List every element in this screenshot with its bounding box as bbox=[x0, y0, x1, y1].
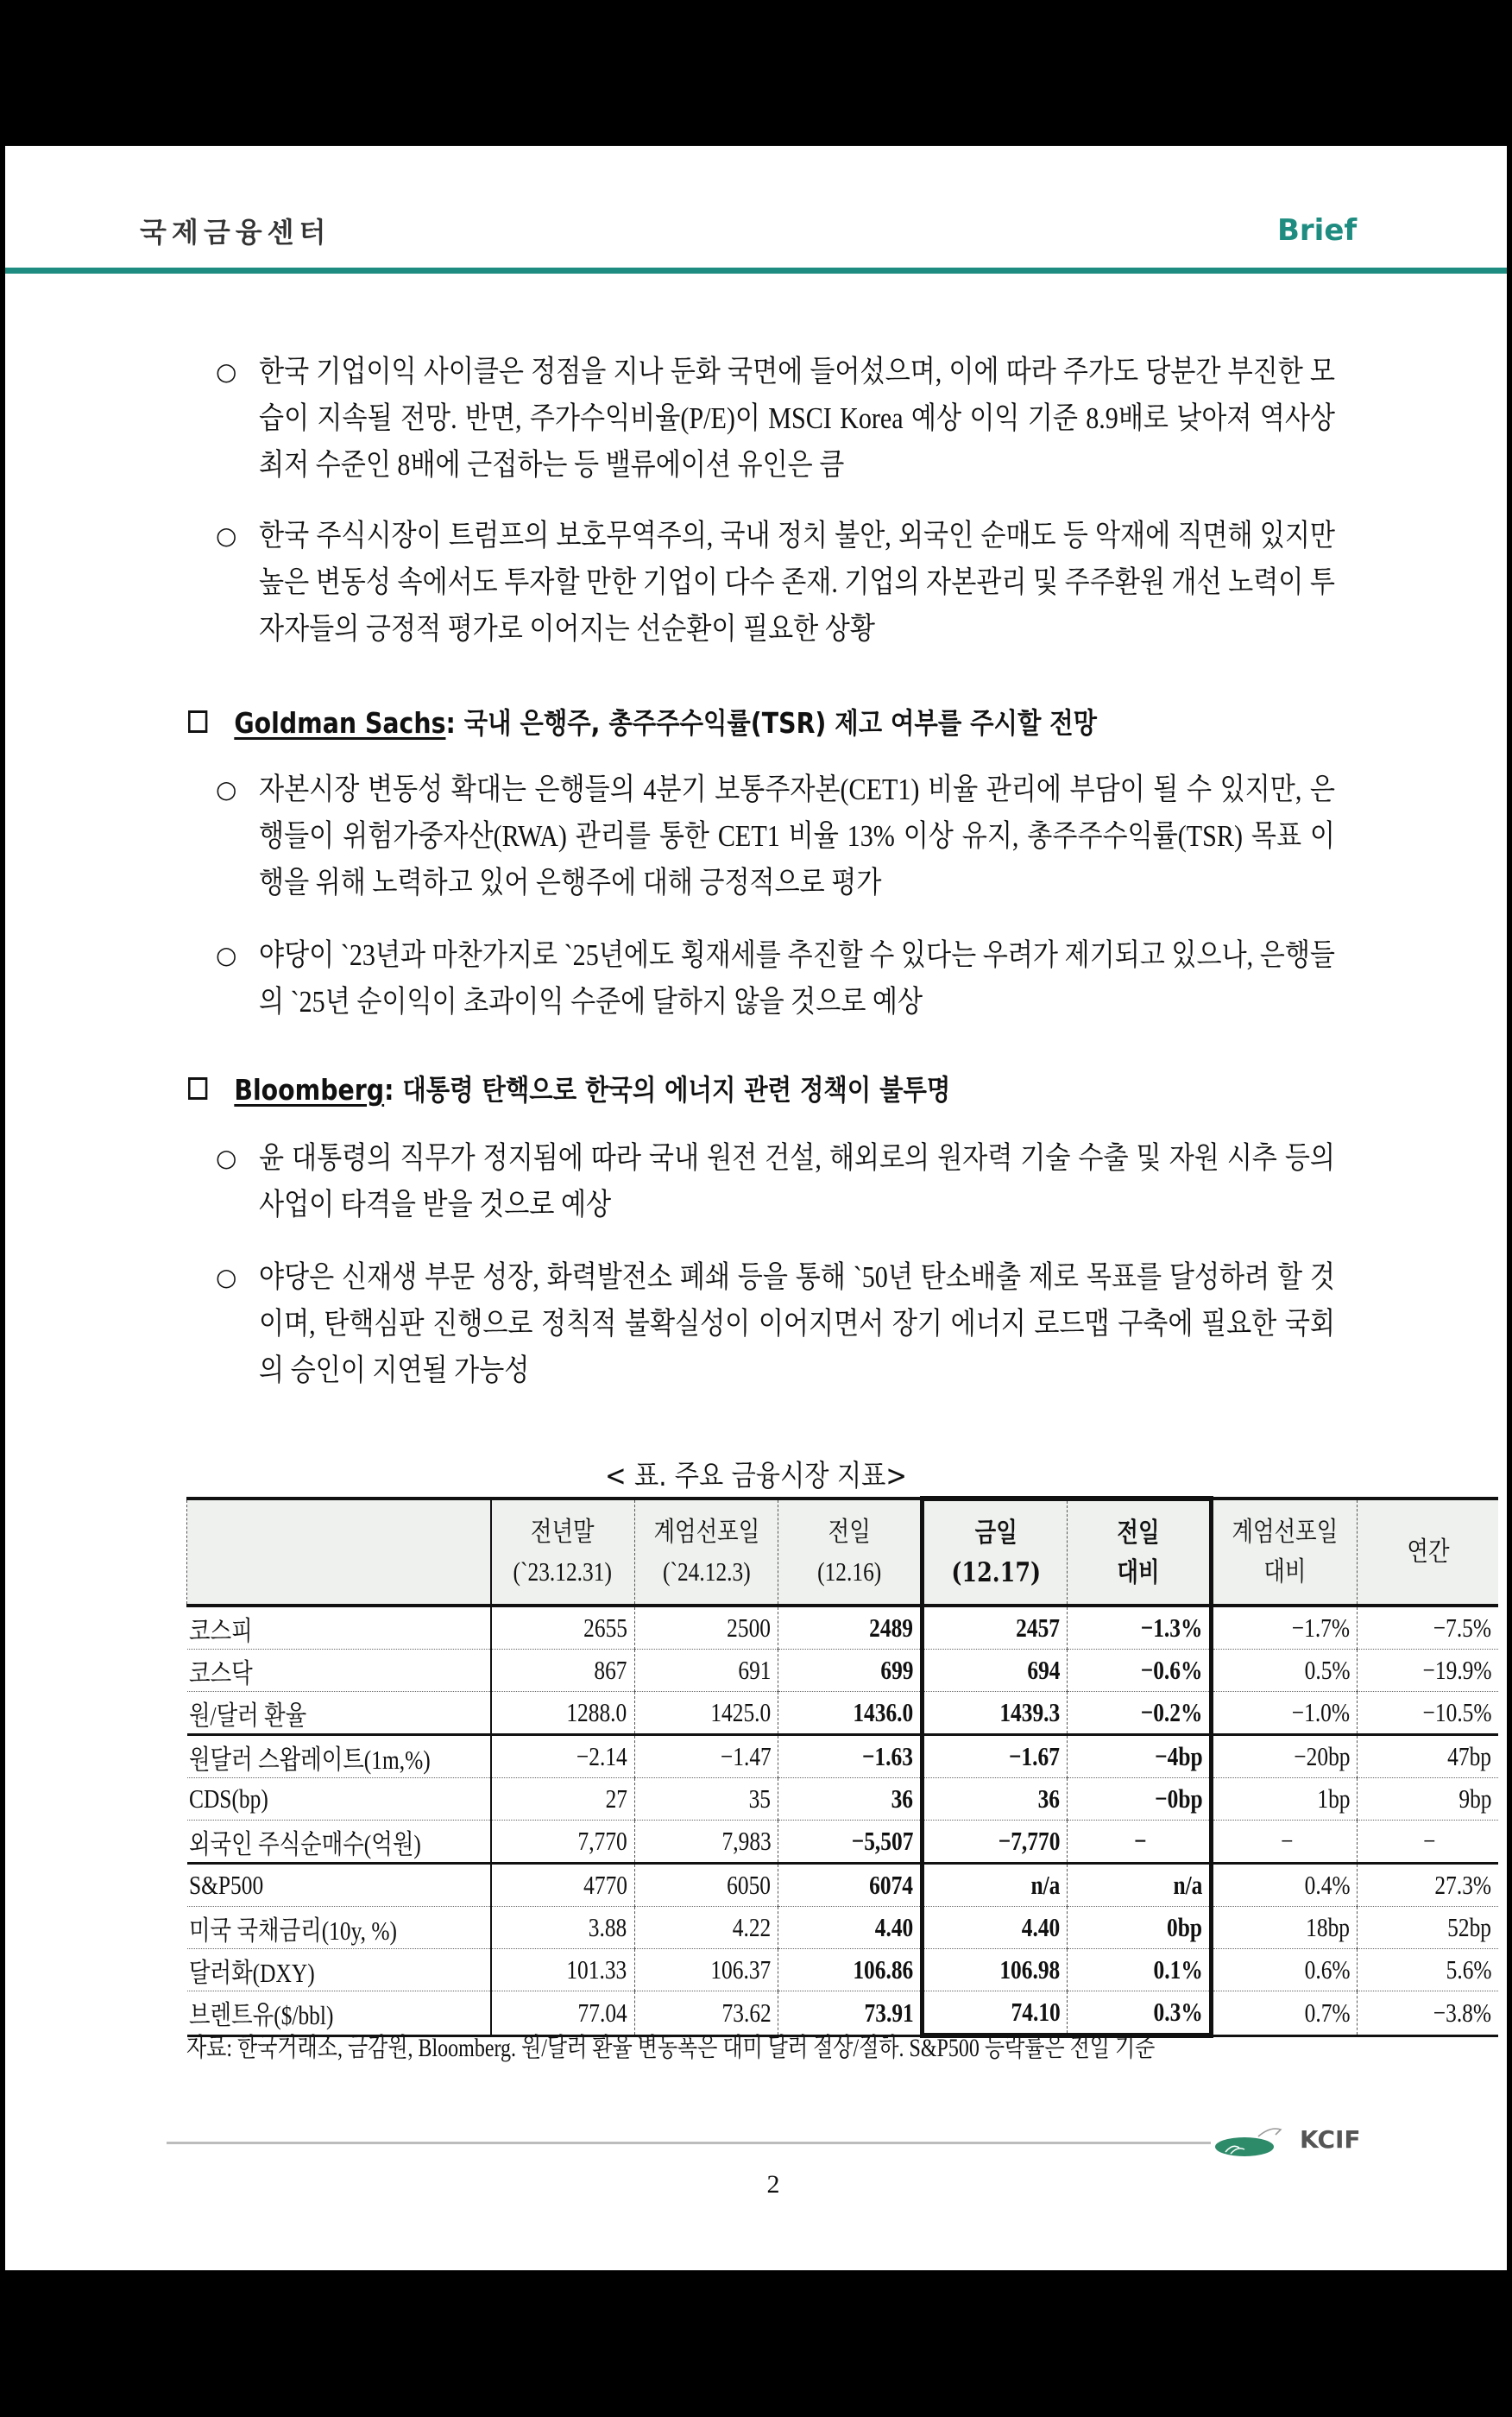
table-row bbox=[187, 1778, 1499, 1821]
table-cell: 0.3% bbox=[1068, 1991, 1212, 2036]
section-heading-goldman bbox=[188, 704, 1097, 742]
table-cell: −1.7% bbox=[1212, 1606, 1358, 1650]
table-cell: 106.86 bbox=[778, 1949, 923, 1991]
table-cell: 4.40 bbox=[923, 1907, 1068, 1949]
circle-bullet-icon: ○ bbox=[216, 357, 237, 386]
table-source-note: 자료: 한국거래소, 금감원, Bloomberg. 원/달러 환율 변동폭은 대미 달러 절상/절하. S&P500 등락률은 전일 기준 bbox=[186, 2034, 1156, 2062]
column-header-label: 전일 (12.16) bbox=[817, 1517, 882, 1587]
kcif-logo-icon bbox=[1213, 2124, 1282, 2159]
table-cell: 694 bbox=[923, 1650, 1068, 1692]
table-cell: 36 bbox=[778, 1778, 923, 1821]
table-cell: −1.47 bbox=[634, 1735, 778, 1778]
bullet-paragraph bbox=[216, 767, 1338, 906]
circle-bullet-icon: ○ bbox=[216, 941, 237, 969]
row-label: 외국인 주식순매수(억원) bbox=[187, 1821, 491, 1864]
table-cell: 4.40 bbox=[778, 1907, 923, 1949]
table-cell: 2457 bbox=[923, 1606, 1068, 1650]
row-label: 코스닥 bbox=[187, 1650, 491, 1692]
table-cell: −1.67 bbox=[923, 1735, 1068, 1778]
table-caption: < 표. 주요 금융시장 지표> bbox=[605, 1459, 907, 1493]
table-cell: 0.6% bbox=[1212, 1949, 1358, 1991]
table-cell: 73.91 bbox=[778, 1991, 923, 2036]
table-cell: − bbox=[1068, 1821, 1212, 1864]
paragraph-text: 윤 대통령의 직무가 정지됨에 따라 국내 원전 건설, 해외로의 원자력 기술 수출 및 자원 시추 등의 사업이 타격을 받을 것으로 예상 bbox=[259, 1141, 1335, 1221]
table-cell: 1439.3 bbox=[923, 1692, 1068, 1735]
row-label: CDS(bp) bbox=[187, 1778, 491, 1821]
table-cell: − bbox=[1212, 1821, 1358, 1864]
table-cell: −0.2% bbox=[1068, 1692, 1212, 1735]
table-cell: 0.4% bbox=[1212, 1864, 1358, 1907]
table-cell: 27.3% bbox=[1358, 1864, 1499, 1907]
table-cell: 1288.0 bbox=[491, 1692, 635, 1735]
header-divider bbox=[5, 268, 1507, 274]
table-cell: 4.22 bbox=[634, 1907, 778, 1949]
table-cell: −7,770 bbox=[923, 1821, 1068, 1864]
market-indicators-table bbox=[186, 1496, 1498, 2038]
paragraph-text: 자본시장 변동성 확대는 은행들의 4분기 보통주자본(CET1) 비율 관리에 부담이 될 수 있지만, 은행들이 위험가중자산(RWA) 관리를 통한 CET1 비율 13% 이상 유지, 총주주수익률(TSR) 목표 이행을 위해 노력하고 있어 은행주에 대해 긍정적으로 평가 bbox=[259, 773, 1335, 899]
doc-type-label: Brief bbox=[1277, 213, 1358, 248]
column-header-label: 연간 bbox=[1407, 1537, 1450, 1567]
table-cell: 73.62 bbox=[634, 1991, 778, 2036]
paragraph-text: 한국 주식시장이 트럼프의 보호무역주의, 국내 정치 불안, 외국인 순매도 등 악재에 직면해 있지만 높은 변동성 속에서도 투자할 만한 기업이 다수 존재. 기업의 자본관리 및 주주환원 개선 노력이 투자자들의 긍정적 평가로 이어지는 선순환이 필요한 상황 bbox=[259, 519, 1335, 646]
square-bullet-icon bbox=[188, 710, 207, 733]
table-cell: −7.5% bbox=[1358, 1606, 1499, 1650]
table-cell: 7,983 bbox=[634, 1821, 778, 1864]
table-row bbox=[187, 1949, 1499, 1991]
table-cell: 691 bbox=[634, 1650, 778, 1692]
table-cell: 3.88 bbox=[491, 1907, 635, 1949]
row-label: 원달러 스왑레이트(1m,%) bbox=[187, 1735, 491, 1778]
table-cell: −20bp bbox=[1212, 1735, 1358, 1778]
table-cell: 7,770 bbox=[491, 1821, 635, 1864]
table-cell: 106.37 bbox=[634, 1949, 778, 1991]
document-page bbox=[5, 146, 1507, 2270]
table-row bbox=[187, 1821, 1499, 1864]
table-cell: 9bp bbox=[1358, 1778, 1499, 1821]
column-header-label: 전일 대비 bbox=[1117, 1517, 1160, 1588]
row-label: 브렌트유($/bbl) bbox=[187, 1991, 491, 2036]
column-header-label: 계엄선포일 대비 bbox=[1232, 1517, 1339, 1587]
table-cell: 2489 bbox=[778, 1606, 923, 1650]
bullet-paragraph bbox=[216, 1254, 1338, 1394]
circle-bullet-icon: ○ bbox=[216, 521, 237, 550]
table-cell: −3.8% bbox=[1358, 1991, 1499, 2036]
table-cell: 0.1% bbox=[1068, 1949, 1212, 1991]
row-label: 코스피 bbox=[187, 1606, 491, 1650]
row-label: S&P500 bbox=[187, 1864, 491, 1907]
table-cell: n/a bbox=[1068, 1864, 1212, 1907]
row-label: 원/달러 환율 bbox=[187, 1692, 491, 1735]
paragraph-text: 야당이 `23년과 마찬가지로 `25년에도 횡재세를 추진할 수 있다는 우려가 제기되고 있으나, 은행들의 `25년 순이익이 초과이익 수준에 달하지 않을 것으로 예상 bbox=[259, 938, 1335, 1019]
square-bullet-icon bbox=[188, 1077, 207, 1100]
table-cell: 77.04 bbox=[491, 1991, 635, 2036]
column-header bbox=[634, 1499, 778, 1606]
table-row bbox=[187, 1650, 1499, 1692]
paragraph-text: 한국 기업이익 사이클은 정점을 지나 둔화 국면에 들어섰으며, 이에 따라 주가도 당분간 부진한 모습이 지속될 전망. 반면, 주가수익비율(P/E)이 MSCI Korea 예상 이익 기준 8.9배로 낮아져 역사상 최저 수준인 8배에 근접하는 등 밸류에이션 유인은 큼 bbox=[259, 355, 1335, 482]
table-cell: −0bp bbox=[1068, 1778, 1212, 1821]
bullet-paragraph bbox=[216, 932, 1338, 1025]
table-cell: 1436.0 bbox=[778, 1692, 923, 1735]
table-cell: 52bp bbox=[1358, 1907, 1499, 1949]
table-cell: 101.33 bbox=[491, 1949, 635, 1991]
table-row bbox=[187, 1606, 1499, 1650]
section-title: : 국내 은행주, 총주주수익률(TSR) 제고 여부를 주시할 전망 bbox=[445, 706, 1098, 740]
table-cell: −4bp bbox=[1068, 1735, 1212, 1778]
table-cell: 6074 bbox=[778, 1864, 923, 1907]
source-name: Goldman Sachs bbox=[234, 706, 446, 740]
table-cell: 35 bbox=[634, 1778, 778, 1821]
table-cell: −1.0% bbox=[1212, 1692, 1358, 1735]
table-cell: 0.7% bbox=[1212, 1991, 1358, 2036]
column-header bbox=[1358, 1499, 1499, 1606]
table-row bbox=[187, 1692, 1499, 1735]
circle-bullet-icon: ○ bbox=[216, 1263, 237, 1291]
column-header-label: 계엄선포일 (`24.12.3) bbox=[653, 1517, 759, 1587]
table-cell: 6050 bbox=[634, 1864, 778, 1907]
table-cell: −1.63 bbox=[778, 1735, 923, 1778]
table-cell: −19.9% bbox=[1358, 1650, 1499, 1692]
table-cell: −10.5% bbox=[1358, 1692, 1499, 1735]
bullet-paragraph bbox=[216, 513, 1338, 653]
circle-bullet-icon: ○ bbox=[216, 775, 237, 804]
column-header bbox=[187, 1499, 491, 1606]
table-cell: − bbox=[1358, 1821, 1499, 1864]
paragraph-text: 야당은 신재생 부문 성장, 화력발전소 폐쇄 등을 통해 `50년 탄소배출 제로 목표를 달성하려 할 것이며, 탄핵심판 진행으로 정칙적 불확실성이 이어지면서 장기 에너지 로드맵 구축에 필요한 국회의 승인이 지연될 가능성 bbox=[259, 1260, 1335, 1387]
column-header bbox=[491, 1499, 635, 1606]
source-name: Bloomberg bbox=[234, 1073, 385, 1107]
table-cell: 4770 bbox=[491, 1864, 635, 1907]
table-cell: 5.6% bbox=[1358, 1949, 1499, 1991]
table-cell: n/a bbox=[923, 1864, 1068, 1907]
row-label: 미국 국채금리(10y, %) bbox=[187, 1907, 491, 1949]
table-cell: 36 bbox=[923, 1778, 1068, 1821]
table-cell: 74.10 bbox=[923, 1991, 1068, 2036]
column-header bbox=[1212, 1499, 1358, 1606]
bullet-paragraph bbox=[216, 349, 1338, 489]
table-cell: 699 bbox=[778, 1650, 923, 1692]
table-row bbox=[187, 1864, 1499, 1907]
table-cell: 867 bbox=[491, 1650, 635, 1692]
row-label: 달러화(DXY) bbox=[187, 1949, 491, 1991]
section-title: : 대통령 탄핵으로 한국의 에너지 관련 정책이 불투명 bbox=[384, 1073, 951, 1107]
table-cell: −1.3% bbox=[1068, 1606, 1212, 1650]
table-row bbox=[187, 1907, 1499, 1949]
table-cell: 1bp bbox=[1212, 1778, 1358, 1821]
table-cell: 106.98 bbox=[923, 1949, 1068, 1991]
table-cell: −5,507 bbox=[778, 1821, 923, 1864]
table-cell: 0bp bbox=[1068, 1907, 1212, 1949]
column-header bbox=[1068, 1499, 1212, 1606]
bullet-paragraph bbox=[216, 1135, 1338, 1228]
table-cell: 27 bbox=[491, 1778, 635, 1821]
org-title: 국제금융센터 bbox=[140, 216, 331, 249]
table-cell: 2655 bbox=[491, 1606, 635, 1650]
column-header-label: 금일 (12.17) bbox=[951, 1517, 1041, 1588]
table-cell: 1425.0 bbox=[634, 1692, 778, 1735]
column-header-label: 전년말 (`23.12.31) bbox=[513, 1517, 613, 1587]
column-header bbox=[778, 1499, 923, 1606]
table-cell: −0.6% bbox=[1068, 1650, 1212, 1692]
column-header bbox=[923, 1499, 1068, 1606]
table-cell: 18bp bbox=[1212, 1907, 1358, 1949]
table-cell: 2500 bbox=[634, 1606, 778, 1650]
circle-bullet-icon: ○ bbox=[216, 1144, 237, 1172]
kcif-logo-text: KCIF bbox=[1300, 2125, 1361, 2154]
footer-divider bbox=[167, 2142, 1211, 2144]
section-heading-bloomberg bbox=[188, 1071, 950, 1109]
table-cell: 0.5% bbox=[1212, 1650, 1358, 1692]
table-cell: 47bp bbox=[1358, 1735, 1499, 1778]
table-row bbox=[187, 1735, 1499, 1778]
table-cell: −2.14 bbox=[491, 1735, 635, 1778]
page-number: 2 bbox=[766, 2170, 780, 2199]
